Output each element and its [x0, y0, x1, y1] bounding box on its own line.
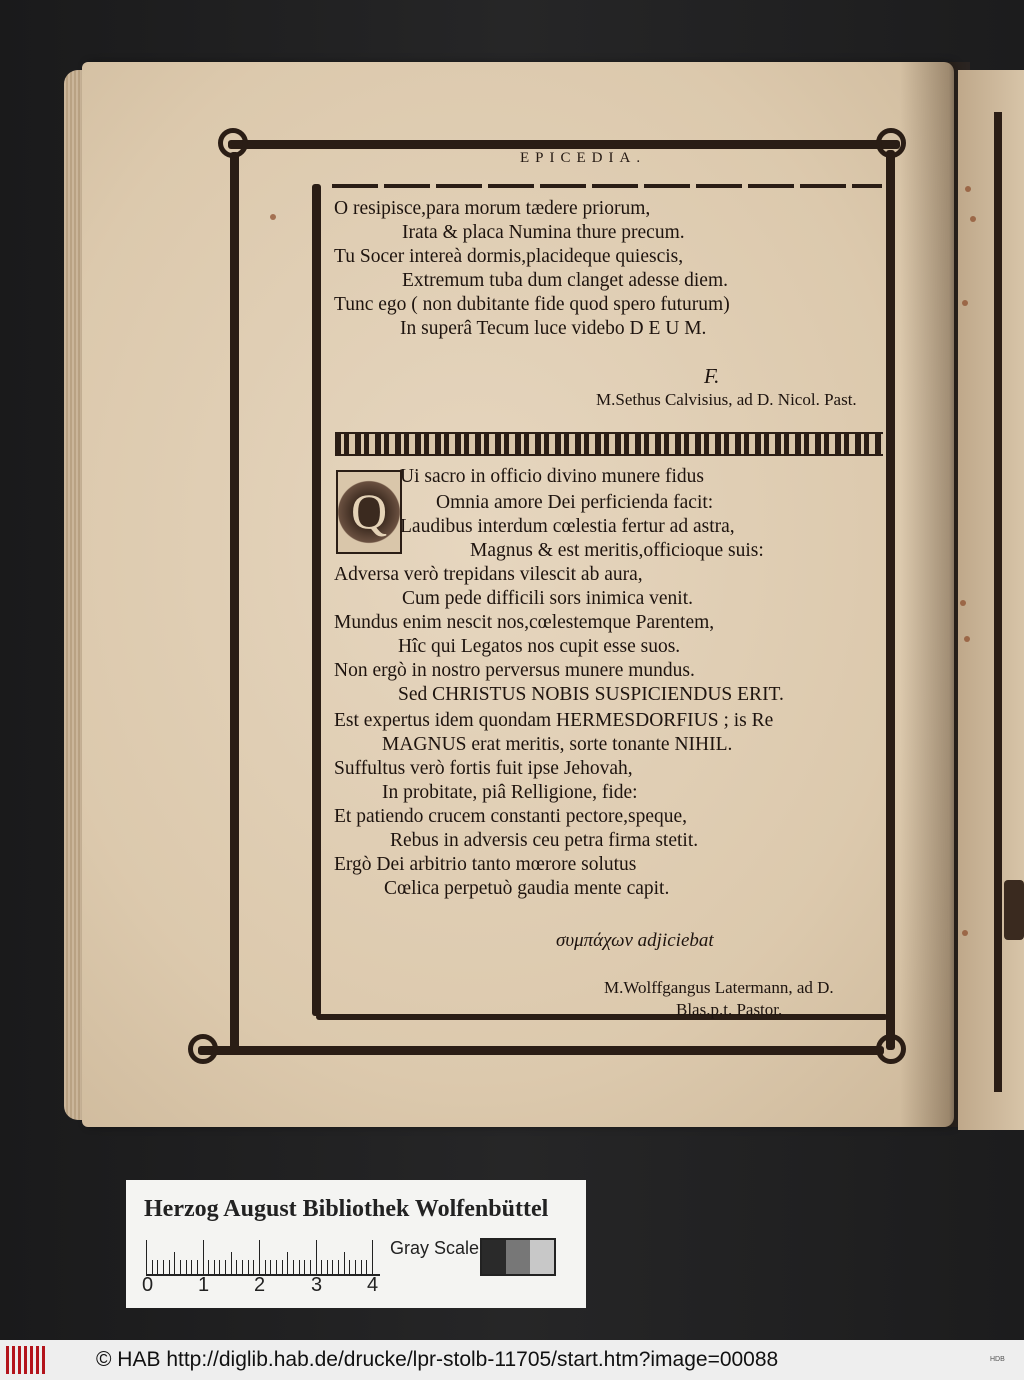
frame-corner — [188, 1034, 218, 1064]
library-name: Herzog August Bibliothek Wolfenbüttel — [144, 1196, 549, 1222]
ruler-tick — [242, 1260, 243, 1274]
ruler-tick — [366, 1260, 367, 1274]
gray-scale-label: Gray Scale — [390, 1238, 480, 1258]
poem-line: Cœlica perpetuò gaudia mente capit. — [384, 878, 670, 899]
frame-inner-bottom — [316, 1014, 888, 1020]
facing-page — [958, 70, 1024, 1130]
foxing-spot — [962, 930, 968, 936]
foxing-spot — [960, 600, 966, 606]
poem-line: Non ergò in nostro perversus munere mundus. — [334, 660, 695, 681]
ruler-number: 1 — [198, 1274, 210, 1296]
poem-line: Omnia amore Dei perficienda facit: — [436, 492, 714, 513]
ruler-tick — [372, 1240, 373, 1274]
poem-line: Hîc qui Legatos nos cupit esse suos. — [398, 636, 681, 657]
frame-left — [230, 152, 239, 1052]
poem-line: Est expertus idem quondam HERMESDORFIUS ; is Re — [334, 710, 774, 731]
ruler-tick — [361, 1260, 362, 1274]
ruler-tick — [203, 1240, 204, 1274]
ruler-tick — [157, 1260, 158, 1274]
ruler-tick — [186, 1260, 187, 1274]
ruler-tick — [169, 1260, 170, 1274]
ruler-tick — [293, 1260, 294, 1274]
ruler-number: 4 — [367, 1274, 379, 1296]
ruler-tick — [265, 1260, 266, 1274]
gray-swatch — [482, 1240, 506, 1274]
gray-scale-swatches — [480, 1238, 556, 1276]
ruler-tick — [299, 1260, 300, 1274]
ruler-tick — [259, 1240, 260, 1274]
poem-line: Ui sacro in officio divino munere fidus — [400, 466, 704, 487]
ruler-tick — [152, 1260, 153, 1274]
ruler-tick — [270, 1260, 271, 1274]
decorated-initial: Q — [336, 470, 402, 554]
ruler-tick — [214, 1260, 215, 1274]
header-rule — [332, 184, 882, 188]
frame-inner-left — [312, 184, 321, 1016]
gray-swatch — [506, 1240, 530, 1274]
poem-line: Laudibus interdum cœlestia fertur ad astra, — [400, 516, 735, 537]
poem-line: Cum pede difficili sors inimica venit. — [402, 588, 694, 609]
ruler-tick — [316, 1240, 317, 1274]
signature-initial: F. — [704, 364, 720, 388]
poem-line: Sed CHRISTUS NOBIS SUSPICIENDUS ERIT. — [398, 684, 784, 705]
poem-line: Adversa verò trepidans vilescit ab aura, — [334, 564, 643, 585]
poem-line: MAGNUS erat meritis, sorte tonante NIHIL. — [382, 734, 733, 755]
running-header: EPICEDIA. — [520, 150, 647, 166]
ruler-tick — [338, 1260, 339, 1274]
scale-ruler — [146, 1238, 380, 1276]
ruler-tick — [225, 1260, 226, 1274]
foxing-spot — [964, 636, 970, 642]
ruler-tick — [253, 1260, 254, 1274]
ruler-tick — [180, 1260, 181, 1274]
ruler-tick — [310, 1260, 311, 1274]
signature-latermann-line1: M.Wolffgangus Latermann, ad D. — [604, 978, 834, 997]
frame-right — [886, 150, 895, 1050]
ruler-tick — [321, 1260, 322, 1274]
poem-line: Et patiendo crucem constanti pectore,speque, — [334, 806, 688, 827]
ruler-tick — [327, 1260, 328, 1274]
footer-mark: HDB — [990, 1356, 1005, 1363]
poem-line: Tu Socer intereà dormis,placideque quiescis, — [334, 246, 684, 267]
poem-line: Ergò Dei arbitrio tanto mœrore solutus — [334, 854, 637, 875]
frame-corner — [876, 1034, 906, 1064]
poem-line: Irata & placa Numina thure precum. — [402, 222, 685, 243]
ruler-tick — [236, 1260, 237, 1274]
hab-logo-icon — [6, 1346, 46, 1374]
ruler-tick — [349, 1260, 350, 1274]
ruler-tick — [231, 1252, 232, 1274]
poem-line: In superâ Tecum luce videbo D E U M. — [400, 318, 707, 339]
poem-line: O resipisce,para morum tædere priorum, — [334, 198, 651, 219]
frame-top — [228, 140, 900, 149]
foxing-spot — [970, 216, 976, 222]
ruler-tick — [146, 1240, 147, 1274]
ruler-tick — [287, 1252, 288, 1274]
poem-line: Mundus enim nescit nos,cœlestemque Parentem, — [334, 612, 715, 633]
ruler-tick — [219, 1260, 220, 1274]
ruler-tick — [174, 1252, 175, 1274]
greek-annotation: συμπάχων adjiciebat — [556, 930, 714, 951]
frame-corner — [876, 128, 906, 158]
ruler-tick — [276, 1260, 277, 1274]
ruler-number: 2 — [254, 1274, 266, 1296]
facing-page-ornament — [1004, 880, 1024, 940]
foxing-spot — [962, 300, 968, 306]
poem-line: Rebus in adversis ceu petra firma stetit. — [390, 830, 699, 851]
ornamental-divider — [335, 432, 883, 456]
poem-line: Magnus & est meritis,officioque suis: — [470, 540, 764, 561]
poem-line: Extremum tuba dum clanget adesse diem. — [402, 270, 728, 291]
ruler-tick — [208, 1260, 209, 1274]
ruler-tick — [163, 1260, 164, 1274]
facing-page-border — [994, 112, 1002, 1092]
ruler-tick — [197, 1260, 198, 1274]
gray-swatch — [530, 1240, 554, 1274]
signature-calvisius: M.Sethus Calvisius, ad D. Nicol. Past. — [596, 390, 857, 409]
ruler-tick — [355, 1260, 356, 1274]
ruler-tick — [248, 1260, 249, 1274]
foxing-spot — [965, 186, 971, 192]
foxing-spot — [270, 214, 276, 220]
poem-line: Suffultus verò fortis fuit ipse Jehovah, — [334, 758, 633, 779]
frame-bottom — [198, 1046, 884, 1055]
frame-corner — [218, 128, 248, 158]
poem-line: In probitate, piâ Relligione, fide: — [382, 782, 638, 803]
ruler-tick — [282, 1260, 283, 1274]
ruler-tick — [304, 1260, 305, 1274]
signature-latermann-line2: Blas.p.t. Pastor. — [676, 1000, 783, 1019]
ruler-tick — [344, 1252, 345, 1274]
ruler-tick — [191, 1260, 192, 1274]
ruler-tick — [332, 1260, 333, 1274]
poem-line: Tunc ego ( non dubitante fide quod spero futurum) — [334, 294, 730, 315]
ruler-number: 0 — [142, 1274, 154, 1296]
ruler-number: 3 — [311, 1274, 323, 1296]
copyright-url[interactable]: © HAB http://diglib.hab.de/drucke/lpr-stolb-11705/start.htm?image=00088 — [96, 1348, 779, 1371]
